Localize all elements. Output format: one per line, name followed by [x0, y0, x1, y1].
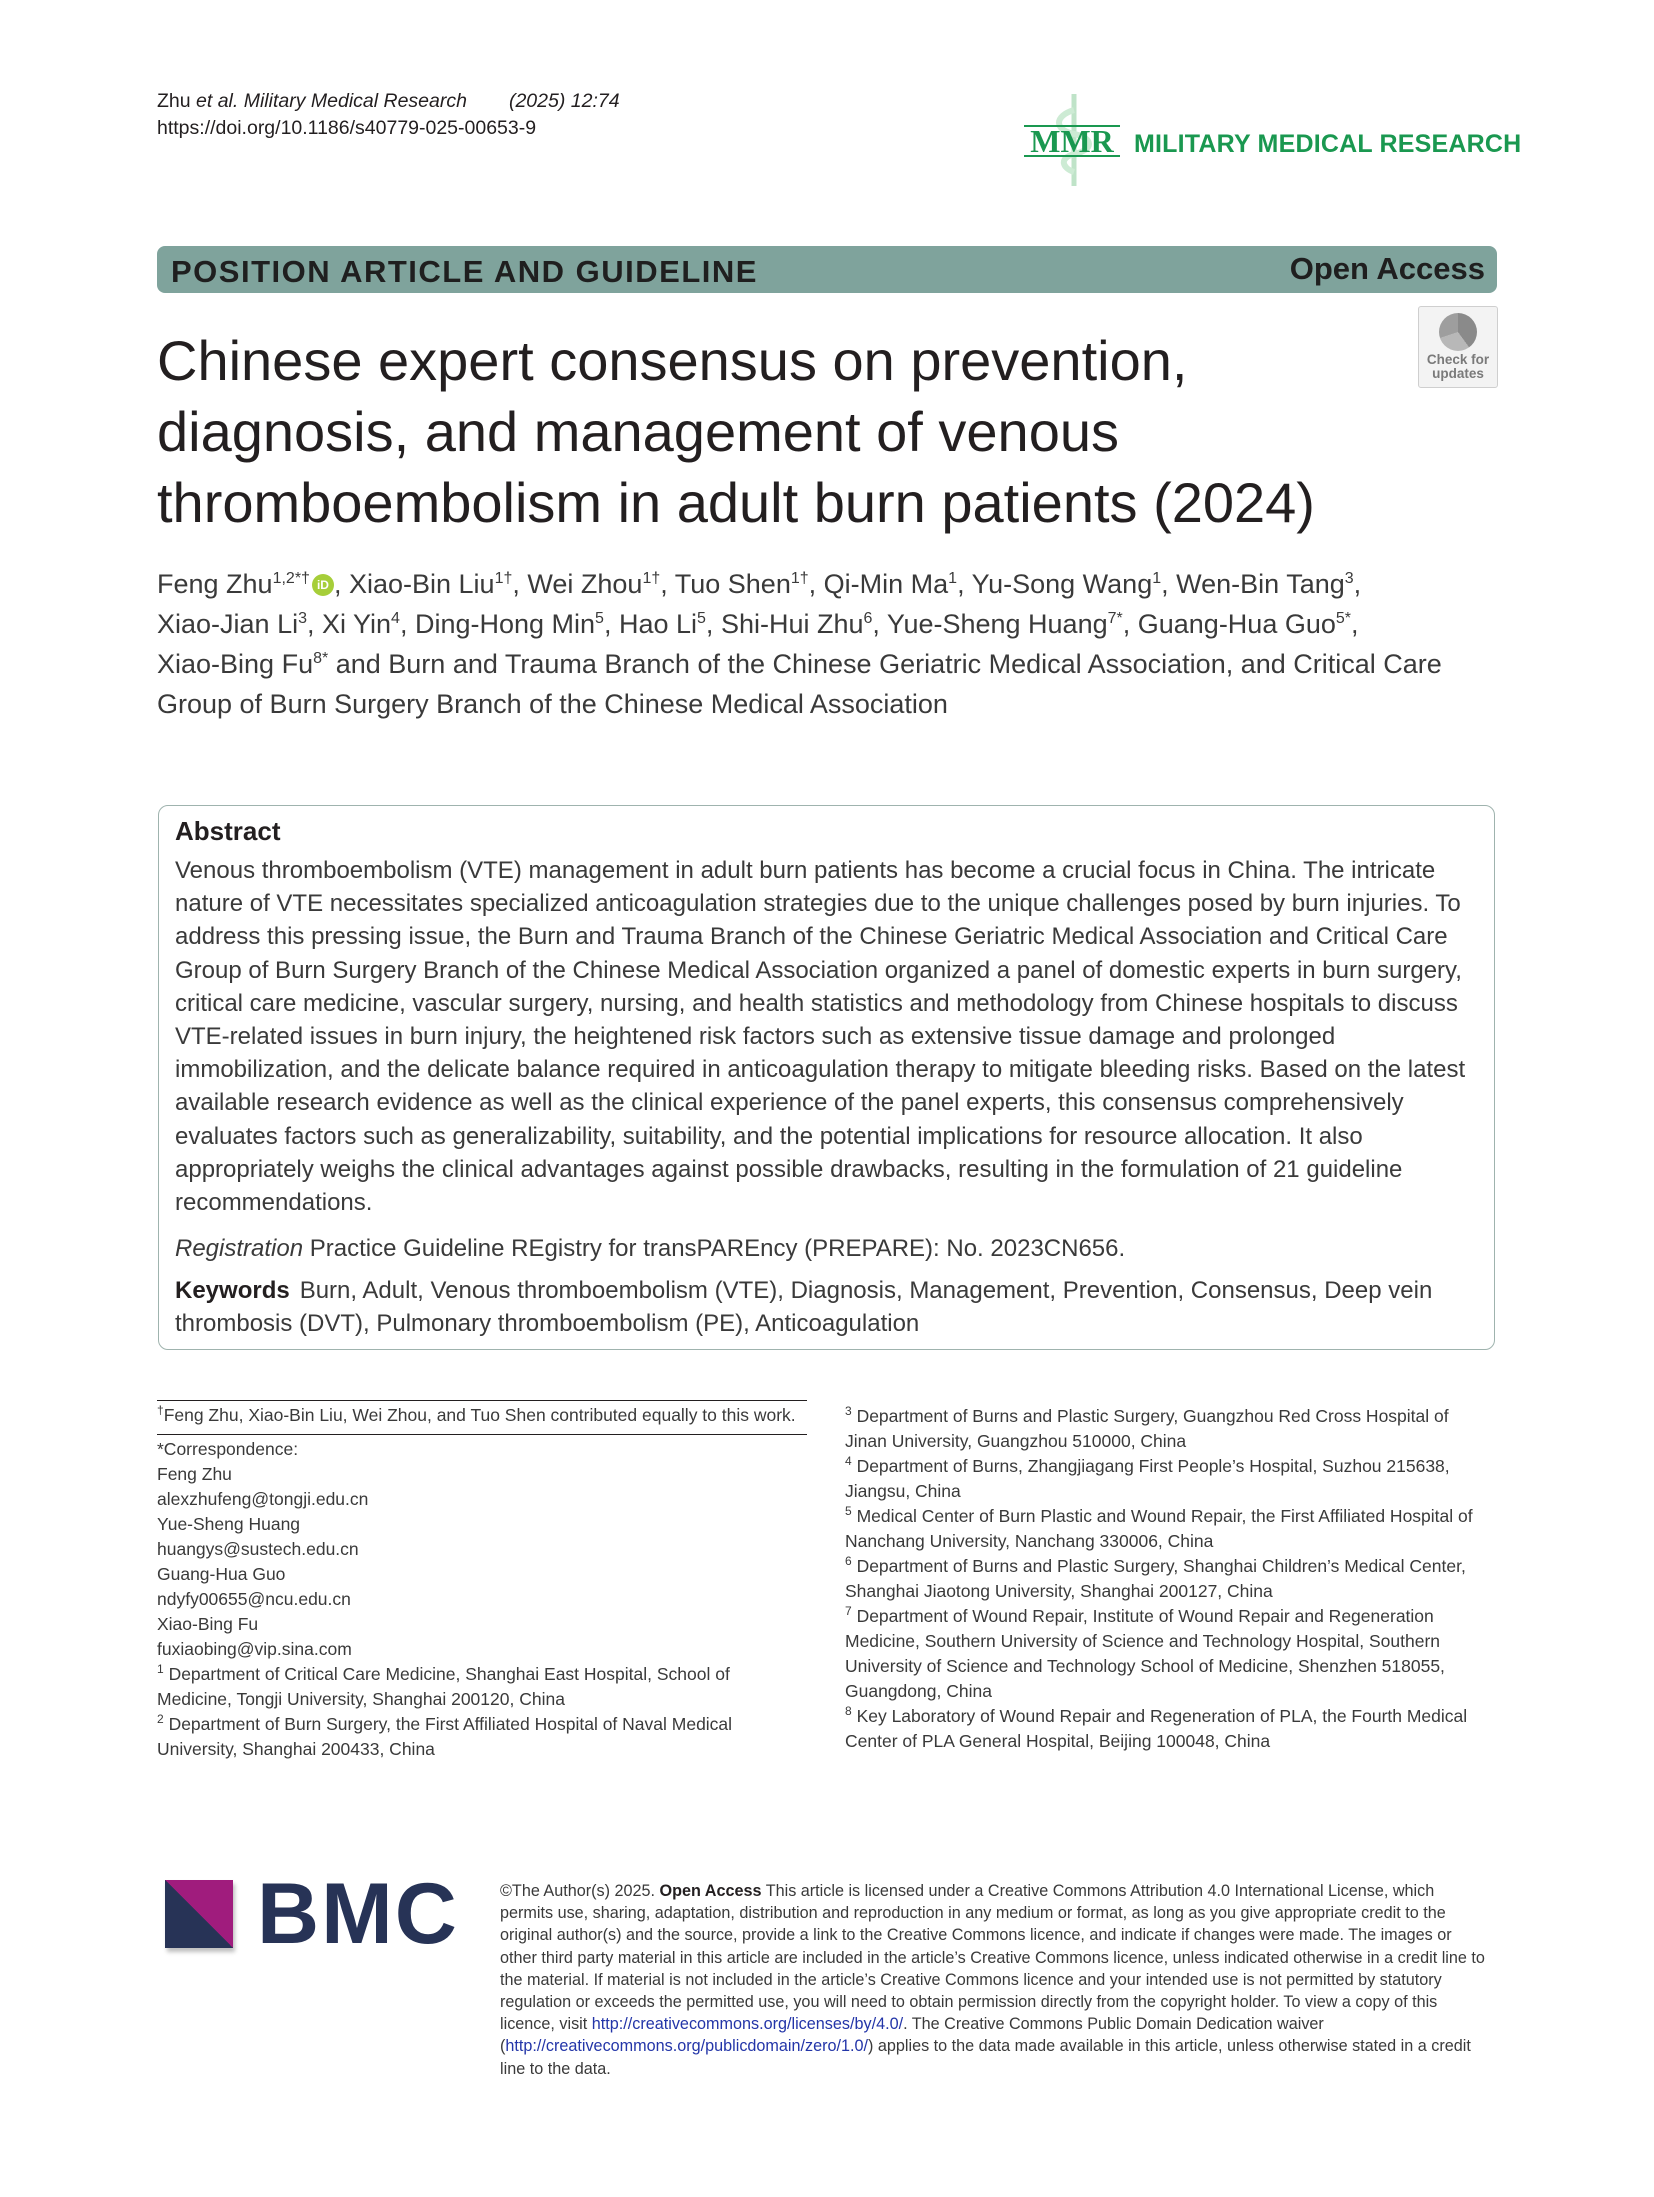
correspondent-name: Xiao-Bing Fu: [157, 1614, 259, 1634]
correspondence-label: *Correspondence:: [157, 1439, 299, 1459]
affiliation: $^2$ Department of Burn Surgery, the First Affiliated Hospital of Naval Medical University, Shanghai 200433, China: [157, 1712, 733, 1759]
svg-text:MMR: MMR: [1030, 123, 1114, 159]
title-line-3: thromboembolism in adult burn patients (2024): [157, 471, 1315, 534]
footnotes-left: [157, 1400, 807, 1762]
running-header: [157, 88, 620, 142]
open-access-label: Open Access: [659, 1882, 762, 1900]
author[interactable]: Shi-Hui Zhu$^6$: [720, 609, 873, 639]
author[interactable]: Ding-Hong Min$^5$: [414, 609, 604, 639]
author[interactable]: Tuo Shen$^{1\dagger}$: [674, 569, 809, 599]
journal-name: Military Medical Research: [243, 90, 467, 112]
registration-text: Practice Guideline REgistry for transPAREncy (PREPARE): No. 2023CN656.: [309, 1235, 1126, 1262]
journal-logo-title: MILITARY MEDICAL RESEARCH: [1134, 130, 1522, 158]
keywords-label: Keywords: [175, 1277, 290, 1304]
affiliation: $^3$ Department of Burns and Plastic Surgery, Guangzhou Red Cross Hospital of Jinan University, Guangzhou 510000, China: [845, 1404, 1449, 1451]
orcid-icon[interactable]: iD: [312, 574, 334, 596]
author[interactable]: Xiao-Jian Li$^3$: [157, 609, 307, 639]
affiliation: $^8$ Key Laboratory of Wound Repair and Regeneration of PLA, the Fourth Medical Center of PLA General Hospital, Beijing 100048, China: [845, 1704, 1468, 1751]
author[interactable]: Feng Zhu$^{1,2*\dagger}$: [157, 569, 310, 599]
footnotes-right: [845, 1404, 1475, 1754]
author[interactable]: Wen-Bin Tang$^3$: [1176, 569, 1354, 599]
abstract-heading: Abstract: [175, 816, 281, 846]
author[interactable]: Wei Zhou$^{1\dagger}$: [527, 569, 661, 599]
citation-author: Zhu: [157, 90, 191, 112]
abstract-box: [158, 805, 1495, 1350]
author[interactable]: Xiao-Bing $Fu^{8*}$: [157, 649, 329, 679]
author[interactable]: Guang-Hua Guo$^{5*}$: [1137, 609, 1351, 639]
check-for-updates-label: Check for updates: [1426, 352, 1490, 381]
author-groups: and Burn and Trauma Branch of the Chinese Geriatric Medical Association, and Critical Care Group of Burn Surgery Branch of the Chinese Medical Association: [157, 649, 1442, 719]
year-volume: (2025) 12:74: [508, 90, 620, 112]
correspondent-email[interactable]: alexzhufeng@tongji.edu.cn: [157, 1489, 369, 1509]
author[interactable]: Yue-Sheng Huang$^{7*}$: [886, 609, 1123, 639]
publisher-name: BMC: [257, 1866, 459, 1962]
license-text: ©The Author(s) 2025. Open Access This article is licensed under a Creative Commons Attribution 4.0 International License, which permits use, sharing, adaptation, distribution and reproduction in any medium or format, as long as you give appropriate credit to the original author(s) and the source, provide a link to the Creative Commons licence, and indicate if changes were made. The images or other third party material in this article are included in the article’s Creative Commons licence, unless indicated otherwise in a credit line to the material. If material is not included in the article’s Creative Commons licence and your intended use is not permitted by statutory regulation or exceeds the permitted use, you will need to obtain permission directly from the copyright holder. To view a copy of this licence, visit http://creativecommons.org/licenses/by/4.0/. The Creative Commons Public Domain Dedication waiver (http://creativecommons.org/publicdomain/zero/1.0/) applies to the data made available in this article, unless otherwise stated in a credit line to the data.: [500, 1882, 1485, 2078]
doi-link[interactable]: https://doi.org/10.1186/s40779-025-00653-9: [157, 117, 537, 139]
affiliation: $^1$ Department of Critical Care Medicine, Shanghai East Hospital, School of Medicine, Tongji University, Shanghai 200120, China: [157, 1662, 730, 1709]
crossmark-icon: [1439, 313, 1477, 351]
correspondent-email[interactable]: huangys@sustech.edu.cn: [157, 1539, 359, 1559]
article-type-banner: [157, 246, 1497, 293]
check-for-updates-button[interactable]: [1418, 306, 1498, 388]
keywords-text: Burn, Adult, Venous thromboembolism (VTE), Diagnosis, Management, Prevention, Consensus, Deep vein thrombosis (DVT), Pulmonary thromboembolism (PE), Anticoagulation: [175, 1277, 1433, 1337]
abstract-text: Venous thromboembolism (VTE) management in adult burn patients has become a crucial focus in China. The intricate nature of VTE necessitates specialized anticoagulation strategies due to the unique challenges posed by burn injuries. To address this pressing issue, the Burn and Trauma Branch of the Chinese Geriatric Medical Association and Critical Care Group of Burn Surgery Branch of the Chinese Medical Association organized a panel of domestic experts in burn surgery, critical care medicine, vascular surgery, nursing, and health statistics and methodology from Chinese hospitals to discuss VTE-related issues in burn injury, the heightened risk factors such as extensive tissue damage and prolonged immobilization, and the delicate balance required in anticoagulation therapy to mitigate bleeding risks. Based on the latest available research evidence as well as the clinical experience of the panel experts, this consensus comprehensively evaluates factors such as generalizability, suitability, and the potential implications for resource allocation. It also appropriately weighs the clinical advantages against possible drawbacks, resulting in the formulation of 21 guideline recommendations.: [175, 857, 1466, 1217]
affiliation: $^5$ Medical Center of Burn Plastic and Wound Repair, the First Affiliated Hospital of Nanchang University, Nanchang 330006, China: [845, 1504, 1473, 1551]
citation-line: [157, 88, 620, 115]
citation-etal: et al.: [196, 90, 239, 112]
copyright: ©The Author(s) 2025.: [500, 1882, 655, 1900]
author[interactable]: Xiao-Bin Liu$^{1\dagger}$: [348, 569, 513, 599]
correspondent-name: Yue-Sheng Huang: [157, 1514, 301, 1534]
cc-zero-link[interactable]: http://creativecommons.org/publicdomain/zero/1.0/: [505, 2037, 868, 2056]
article-title: [157, 325, 1497, 538]
footnote-divider: [157, 1400, 807, 1401]
title-line-1: Chinese expert consensus on prevention,: [157, 329, 1188, 392]
caduceus-icon: [1024, 90, 1124, 190]
correspondent-email[interactable]: ndyfy00655@ncu.edu.cn: [157, 1589, 351, 1609]
correspondent-name: Guang-Hua Guo: [157, 1564, 286, 1584]
author-list: Feng Zhu$^{1,2*\dagger}$ iD , Xiao-Bin Liu$^{1\dagger}$, Wei Zhou$^{1\dagger}$, Tuo Shen$^{1\dagger}$, Qi-Min Ma$^1$, Yu-Song Wang$^1$, Wen-Bin Tang$^3$, Xiao-Jian Li$^3$, Xi Yin$^4$, Ding-Hong Min$^5$, Hao Li$^5$, Shi-Hui Zhu$^6$, Yue-Sheng Huang$^{7*}$, Guang-Hua Guo$^{5*}$, Xiao-Bing $Fu^{8*}$ and Burn and Trauma Branch of the Chinese Geriatric Medical Association, and Critical Care Group of Burn Surgery Branch of the Chinese Medical Association: [157, 569, 1442, 719]
footnote-divider: [157, 1434, 807, 1435]
open-access-label: Open Access: [1289, 251, 1485, 286]
registration-label: Registration: [175, 1235, 304, 1262]
cc-by-link[interactable]: http://creativecommons.org/licenses/by/4.0/: [591, 2015, 904, 2034]
affiliation: $^6$ Department of Burns and Plastic Surgery, Shanghai Children’s Medical Center, Shanghai Jiaotong University, Shanghai 200127, China: [845, 1554, 1466, 1601]
journal-logo: [1024, 90, 1522, 190]
registration: [175, 1232, 1480, 1265]
article-type: POSITION ARTICLE AND GUIDELINE: [171, 254, 758, 289]
publisher-logo: [165, 1866, 465, 1962]
author[interactable]: Xi Yin$^4$: [322, 609, 400, 639]
author[interactable]: Hao Li$^5$: [618, 609, 706, 639]
keywords: [175, 1274, 1480, 1340]
author[interactable]: Qi-Min Ma$^1$: [823, 569, 958, 599]
affiliation: $^7$ Department of Wound Repair, Institute of Wound Repair and Regeneration Medicine, Southern University of Science and Technology Hospital, Southern University of Science and Technology School of Medicine, Shenzhen 518055, Guangdong, China: [845, 1604, 1445, 1701]
correspondent-name: Feng Zhu: [157, 1464, 232, 1484]
equal-contribution-note: †Feng Zhu, Xiao-Bin Liu, Wei Zhou, and Tuo Shen contributed equally to this work.: [157, 1403, 796, 1425]
bmc-square-icon: [165, 1880, 233, 1948]
affiliation: $^4$ Department of Burns, Zhangjiagang First People’s Hospital, Suzhou 215638, Jiangsu, China: [845, 1454, 1450, 1501]
author[interactable]: Yu-Song Wang$^1$: [971, 569, 1162, 599]
title-line-2: diagnosis, and management of venous: [157, 400, 1119, 463]
correspondent-email[interactable]: fuxiaobing@vip.sina.com: [157, 1639, 352, 1659]
